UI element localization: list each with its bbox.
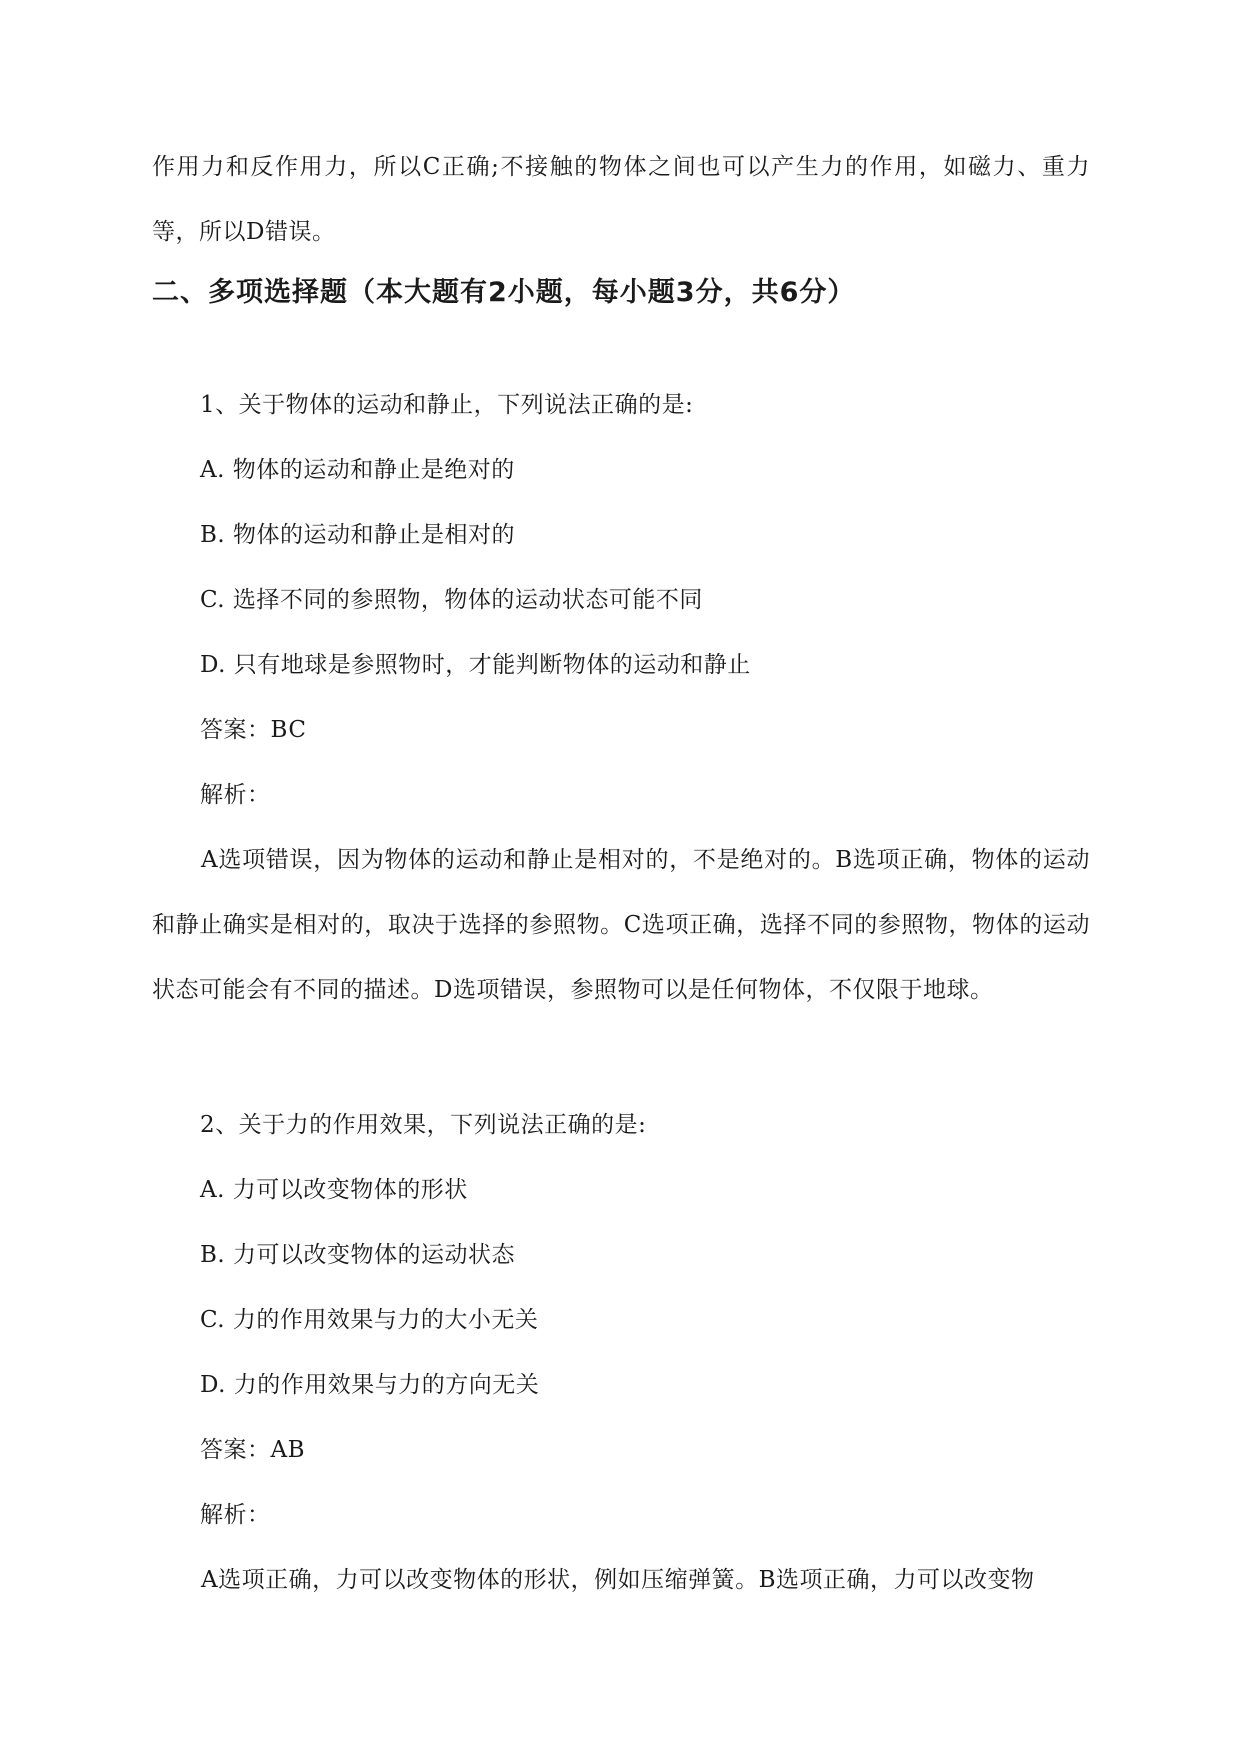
question-2-stem: 2、关于力的作用效果，下列说法正确的是: xyxy=(200,1112,647,1138)
intro-paragraph: 作用力和反作用力，所以C正确;不接触的物体之间也可以产生力的作用，如磁力、重力等，所以D错误。 xyxy=(152,154,1090,245)
question-1-stem: 1、关于物体的运动和静止，下列说法正确的是: xyxy=(200,392,694,418)
question-2-option-c: C. 力的作用效果与力的大小无关 xyxy=(200,1307,539,1333)
question-2-option-d: D. 力的作用效果与力的方向无关 xyxy=(200,1372,540,1398)
question-1-answer: 答案：BC xyxy=(200,717,307,743)
section-heading: 二、多项选择题（本大题有2小题，每小题3分，共6分） xyxy=(152,277,856,308)
question-1-option-d: D. 只有地球是参照物时，才能判断物体的运动和静止 xyxy=(200,652,751,678)
question-1-option-b: B. 物体的运动和静止是相对的 xyxy=(200,522,516,548)
question-2-option-a: A. 力可以改变物体的形状 xyxy=(200,1177,468,1203)
question-2-analysis: A选项正确，力可以改变物体的形状，例如压缩弹簧。B选项正确，力可以改变物 xyxy=(201,1567,1035,1593)
question-1-analysis: A选项错误，因为物体的运动和静止是相对的，不是绝对的。B选项正确，物体的运动和静止确实是相对的，取决于选择的参照物。C选项正确，选择不同的参照物，物体的运动状态可能会有不同的描述。D选项错误，参照物可以是任何物体，不仅限于地球。 xyxy=(152,847,1090,1003)
question-2-answer: 答案：AB xyxy=(200,1437,306,1463)
question-2-analysis-label: 解析： xyxy=(200,1502,271,1528)
question-1-analysis-label: 解析： xyxy=(200,782,271,808)
question-1-option-a: A. 物体的运动和静止是绝对的 xyxy=(200,457,515,483)
question-1-option-c: C. 选择不同的参照物，物体的运动状态可能不同 xyxy=(200,587,703,613)
question-2-option-b: B. 力可以改变物体的运动状态 xyxy=(200,1242,516,1268)
